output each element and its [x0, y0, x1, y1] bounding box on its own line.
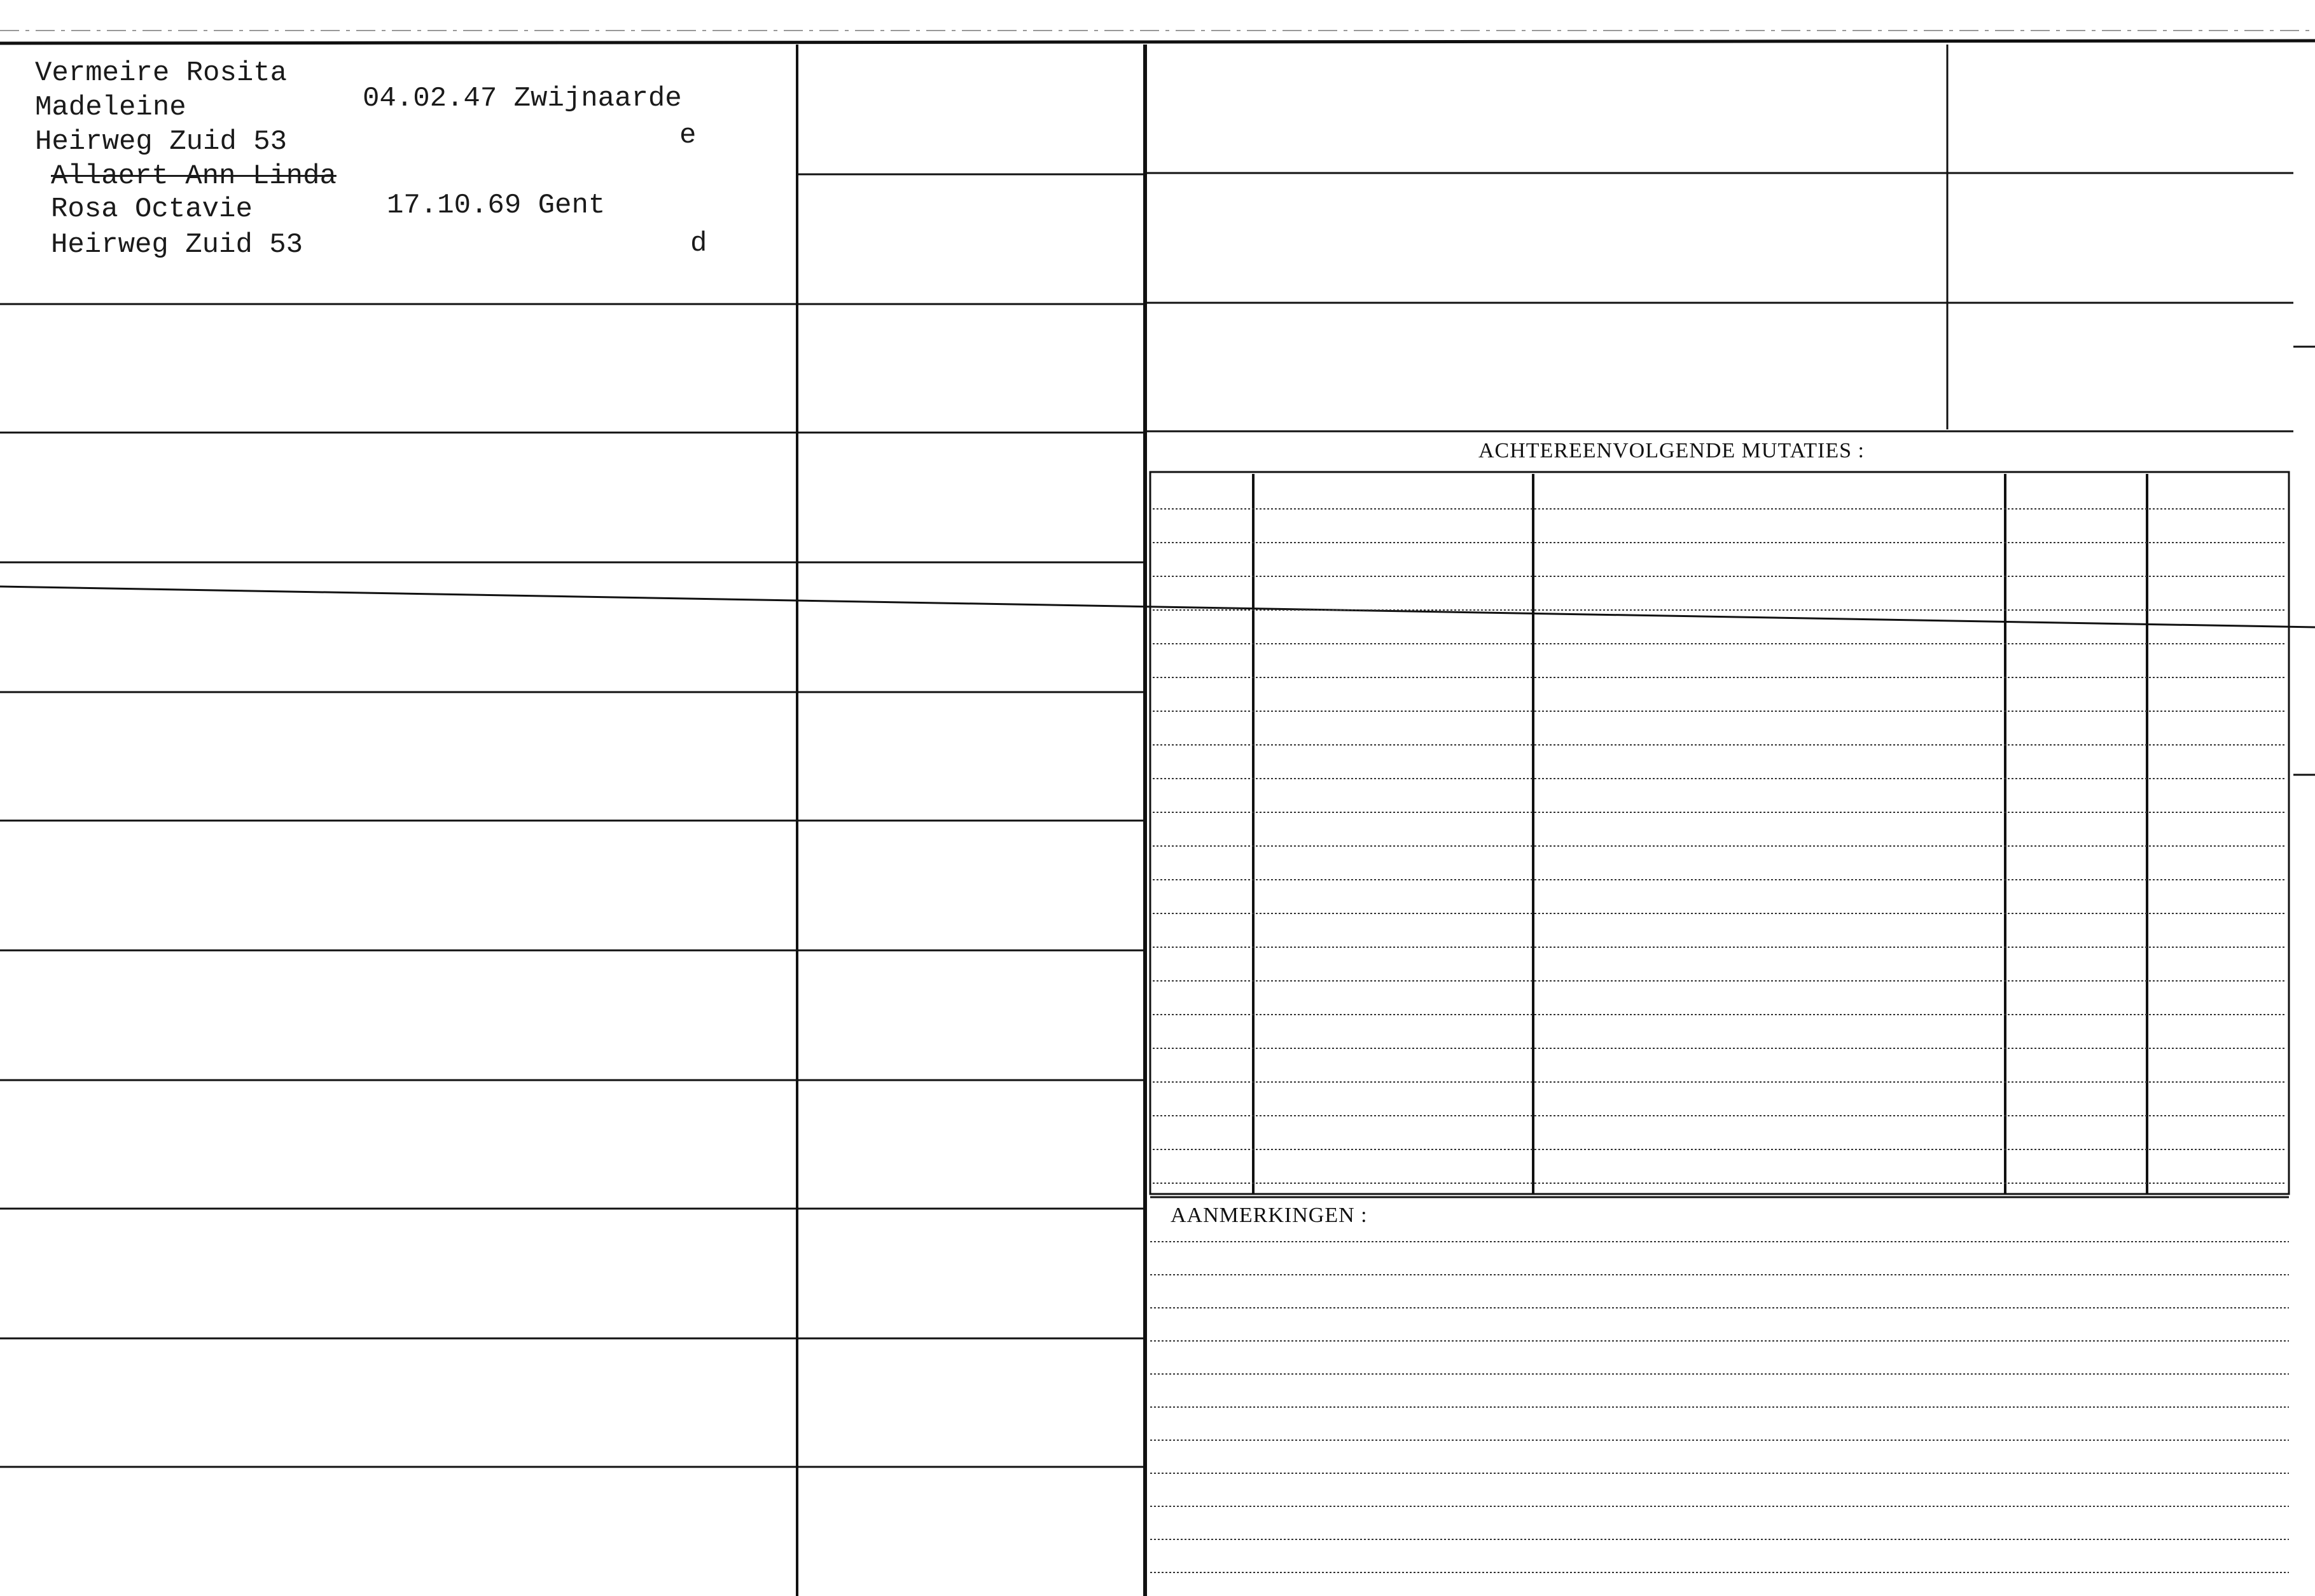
- record-1-code: e: [679, 120, 697, 151]
- remarks-header: AANMERKINGEN :: [1171, 1204, 1368, 1227]
- record-2-given-names: Rosa Octavie: [51, 193, 253, 225]
- mutations-header: ACHTEREENVOLGENDE MUTATIES :: [1478, 439, 1865, 462]
- record-1-name: Vermeire Rosita: [35, 57, 288, 89]
- record-1-birth: 04.02.47 Zwijnaarde: [363, 83, 682, 114]
- record-1-given-names: Madeleine: [35, 92, 186, 123]
- record-2-name: Allaert Ann Linda: [51, 160, 337, 192]
- record-1-address: Heirweg Zuid 53: [35, 126, 288, 158]
- record-2-birth: 17.10.69 Gent: [387, 190, 606, 221]
- record-2-address: Heirweg Zuid 53: [51, 229, 303, 261]
- record-2-code: d: [690, 228, 707, 260]
